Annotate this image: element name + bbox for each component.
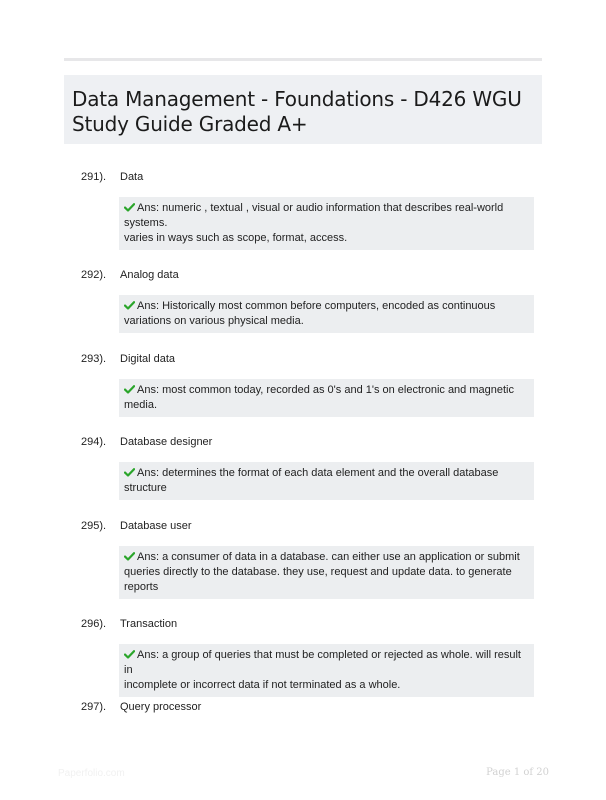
answer-prefix: Ans:: [137, 551, 160, 563]
question-term: Transaction: [120, 618, 178, 630]
answer-text: a group of queries that must be completed or rejected as whole. will result in: [124, 649, 521, 676]
question-term: Database designer: [120, 436, 213, 448]
check-icon: [124, 468, 135, 477]
answer-line: [124, 398, 528, 413]
answer-prefix: Ans:: [137, 300, 160, 312]
top-divider: [64, 58, 542, 61]
footer-watermark: Paperfolio.com: [58, 768, 125, 779]
check-icon: [124, 650, 135, 659]
check-icon: [124, 385, 135, 394]
answer-text: incomplete or incorrect data if not terminated as a whole.: [124, 679, 401, 691]
page-number: Page 1 of 20: [486, 767, 549, 778]
answer-box: [119, 462, 534, 500]
answer-box: [119, 379, 534, 417]
question-term: Analog data: [120, 269, 179, 281]
question-number: 293).: [81, 353, 107, 365]
answer-text: determines the format of each data element and the overall database: [162, 467, 499, 479]
answer-line: [124, 314, 528, 329]
question-term: Database user: [120, 520, 192, 532]
question-number: 294).: [81, 436, 107, 448]
check-icon: [124, 301, 135, 310]
check-icon: [124, 203, 135, 212]
answer-line: [124, 648, 528, 678]
answer-line: [124, 299, 528, 314]
answer-line: [124, 231, 528, 246]
answer-box: [119, 644, 534, 697]
answer-line: [124, 565, 528, 580]
answer-box: [119, 546, 534, 599]
answer-text: queries directly to the database. they use, request and update data. to generate: [124, 566, 512, 578]
title-line-2: Study Guide Graded A+: [72, 112, 308, 136]
answer-line: [124, 678, 528, 693]
question-number: 292).: [81, 269, 107, 281]
answer-line: [124, 383, 528, 398]
check-icon: [124, 552, 135, 561]
answer-line: [124, 201, 528, 216]
answer-line: [124, 216, 528, 231]
question-number: 295).: [81, 520, 107, 532]
answer-text: systems.: [124, 217, 168, 229]
answer-prefix: Ans:: [137, 649, 160, 661]
title-line-1: Data Management - Foundations - D426 WGU: [72, 87, 522, 111]
answer-prefix: Ans:: [137, 202, 160, 214]
answer-line: [124, 580, 528, 595]
answer-line: [124, 550, 528, 565]
answer-text: reports: [124, 581, 159, 593]
answer-text: structure: [124, 482, 167, 494]
answer-text: a consumer of data in a database. can either use an application or submit: [162, 551, 520, 563]
answer-box: [119, 197, 534, 250]
answer-text: numeric , textual , visual or audio information that describes real-world: [162, 202, 504, 214]
page-title: [72, 87, 534, 137]
answer-text: most common today, recorded as 0's and 1's on electronic and magnetic: [162, 384, 514, 396]
question-number: 297).: [81, 701, 107, 713]
question-term: Query processor: [120, 701, 202, 713]
question-term: Digital data: [120, 353, 176, 365]
answer-line: [124, 466, 528, 481]
answer-prefix: Ans:: [137, 467, 160, 479]
answer-prefix: Ans:: [137, 384, 160, 396]
answer-line: [124, 481, 528, 496]
question-number: 291).: [81, 171, 107, 183]
question-number: 296).: [81, 618, 107, 630]
answer-text: Historically most common before computers, encoded as continuous: [162, 300, 496, 312]
answer-box: [119, 295, 534, 333]
answer-text: variations on various physical media.: [124, 315, 304, 327]
title-box: [64, 75, 542, 144]
question-term: Data: [120, 171, 144, 183]
answer-text: varies in ways such as scope, format, access.: [124, 232, 348, 244]
answer-text: media.: [124, 399, 158, 411]
